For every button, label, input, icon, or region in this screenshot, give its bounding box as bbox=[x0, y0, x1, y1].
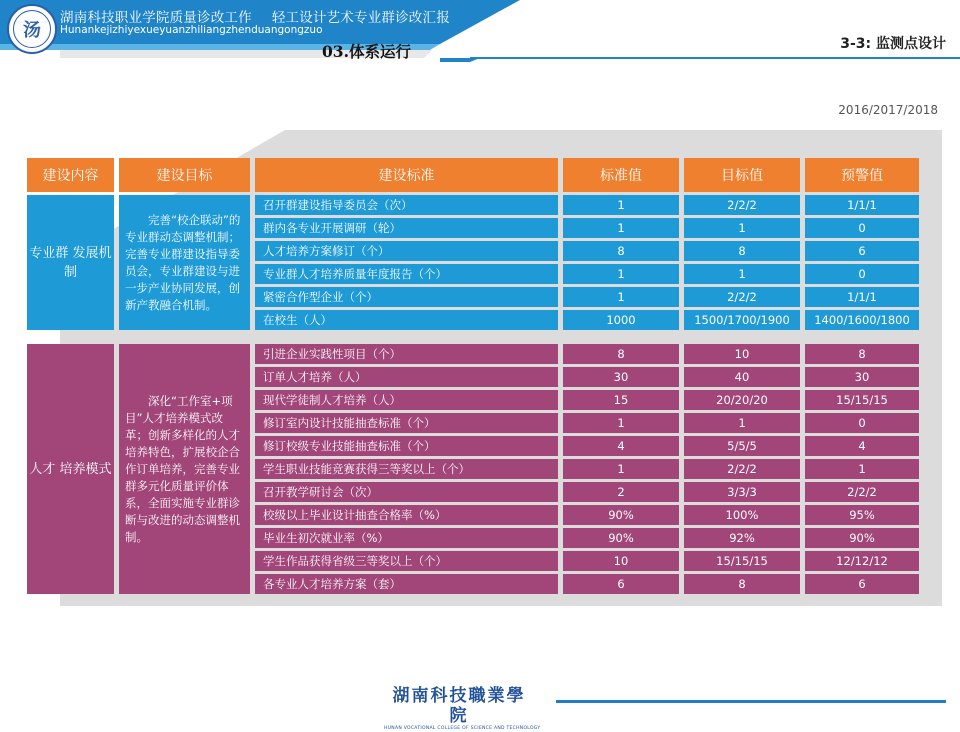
footer-school-name-en: HUNAN VOCATIONAL COLLEGE OF SCIENCE AND TECHNOLOGY bbox=[384, 726, 541, 731]
target-value-cell: 40 bbox=[684, 367, 800, 387]
footer-bar bbox=[556, 700, 946, 703]
target-value-cell: 92% bbox=[684, 528, 800, 548]
target-value-cell: 10 bbox=[684, 344, 800, 364]
standard-cell: 订单人才培养（人） bbox=[255, 367, 558, 387]
section-title: 03.体系运行 bbox=[322, 42, 411, 61]
table-body bbox=[27, 195, 919, 594]
base-value-cell: 10 bbox=[563, 551, 679, 571]
target-value-cell: 2/2/2 bbox=[684, 195, 800, 215]
warning-value-cell: 90% bbox=[805, 528, 919, 548]
base-value-cell: 1 bbox=[563, 287, 679, 307]
standard-cell: 人才培养方案修订（个） bbox=[255, 241, 558, 261]
target-value-cell: 1 bbox=[684, 413, 800, 433]
base-value-cell: 90% bbox=[563, 505, 679, 525]
header-pinyin: Hunankejizhiyexueyuanzhiliangzhenduangongzuo bbox=[60, 24, 323, 36]
table-row bbox=[27, 344, 919, 364]
table-row bbox=[27, 195, 919, 215]
standard-cell: 紧密合作型企业（个） bbox=[255, 287, 558, 307]
base-value-cell: 8 bbox=[563, 241, 679, 261]
standard-cell: 各专业人才培养方案（套） bbox=[255, 574, 558, 594]
standard-cell: 修订室内设计技能抽查标准（个） bbox=[255, 413, 558, 433]
header-cell-base-value: 标准值 bbox=[563, 158, 679, 192]
base-value-cell: 4 bbox=[563, 436, 679, 456]
warning-value-cell: 0 bbox=[805, 413, 919, 433]
base-value-cell: 6 bbox=[563, 574, 679, 594]
target-value-cell: 2/2/2 bbox=[684, 287, 800, 307]
warning-value-cell: 12/12/12 bbox=[805, 551, 919, 571]
standard-cell: 校级以上毕业设计抽查合格率（%） bbox=[255, 505, 558, 525]
standard-cell: 召开群建设指导委员会（次） bbox=[255, 195, 558, 215]
warning-value-cell: 4 bbox=[805, 436, 919, 456]
warning-value-cell: 15/15/15 bbox=[805, 390, 919, 410]
standard-cell: 修订校级专业技能抽查标准（个） bbox=[255, 436, 558, 456]
warning-value-cell: 6 bbox=[805, 574, 919, 594]
warning-value-cell: 1400/1600/1800 bbox=[805, 310, 919, 330]
footer-school-name: 湖南科技職業學院 bbox=[392, 686, 526, 726]
warning-value-cell: 8 bbox=[805, 344, 919, 364]
footer-logo bbox=[384, 686, 541, 731]
warning-value-cell: 1/1/1 bbox=[805, 287, 919, 307]
header-title-left: 湖南科技职业学院质量诊改工作 bbox=[60, 10, 252, 26]
target-value-cell: 20/20/20 bbox=[684, 390, 800, 410]
logo-emblem-icon: 汤 bbox=[13, 10, 51, 48]
header-title-right: 轻工设计艺术专业群诊改汇报 bbox=[271, 10, 450, 26]
target-value-cell: 8 bbox=[684, 241, 800, 261]
warning-value-cell: 0 bbox=[805, 264, 919, 284]
header-cell-warning-value: 预警值 bbox=[805, 158, 919, 192]
standard-cell: 专业群人才培养质量年度报告（个） bbox=[255, 264, 558, 284]
standard-cell: 学生职业技能竞赛获得三等奖以上（个） bbox=[255, 459, 558, 479]
school-logo bbox=[7, 4, 57, 54]
base-value-cell: 15 bbox=[563, 390, 679, 410]
goal-cell: 完善“校企联动”的专业群动态调整机制；完善专业群建设指导委员会，专业群建设与进一步产业协同发展，创新产教融合机制。 bbox=[119, 195, 250, 330]
base-value-cell: 1 bbox=[563, 413, 679, 433]
standard-cell: 学生作品获得省级三等奖以上（个） bbox=[255, 551, 558, 571]
target-value-cell: 1 bbox=[684, 264, 800, 284]
category-cell: 专业群 发展机制 bbox=[27, 195, 114, 330]
header-cell-goal: 建设目标 bbox=[119, 158, 250, 192]
standard-cell: 现代学徒制人才培养（人） bbox=[255, 390, 558, 410]
standard-cell: 毕业生初次就业率（%） bbox=[255, 528, 558, 548]
base-value-cell: 90% bbox=[563, 528, 679, 548]
warning-value-cell: 0 bbox=[805, 218, 919, 238]
category-cell: 人才 培养模式 bbox=[27, 344, 114, 594]
header-cell-target-value: 目标值 bbox=[684, 158, 800, 192]
standard-cell: 引进企业实践性项目（个） bbox=[255, 344, 558, 364]
standard-cell: 群内各专业开展调研（轮） bbox=[255, 218, 558, 238]
target-value-cell: 100% bbox=[684, 505, 800, 525]
target-value-cell: 1 bbox=[684, 218, 800, 238]
target-value-cell: 1500/1700/1900 bbox=[684, 310, 800, 330]
warning-value-cell: 1 bbox=[805, 459, 919, 479]
base-value-cell: 1 bbox=[563, 264, 679, 284]
header-cell-content: 建设内容 bbox=[27, 158, 114, 192]
goal-cell: 深化“工作室+项目”人才培养模式改革；创新多样化的人才培养特色，扩展校企合作订单培养，完善专业群多元化质量评价体系，全面实施专业群诊断与改进的动态调整机制。 bbox=[119, 344, 250, 594]
header-cell-standard: 建设标准 bbox=[255, 158, 558, 192]
standard-cell: 在校生（人） bbox=[255, 310, 558, 330]
monitoring-table bbox=[22, 155, 924, 597]
warning-value-cell: 2/2/2 bbox=[805, 482, 919, 502]
header-title bbox=[60, 6, 450, 26]
base-value-cell: 1 bbox=[563, 218, 679, 238]
group-spacer bbox=[27, 333, 919, 341]
group-spacer-cell bbox=[27, 333, 919, 341]
base-value-cell: 1 bbox=[563, 195, 679, 215]
warning-value-cell: 6 bbox=[805, 241, 919, 261]
base-value-cell: 30 bbox=[563, 367, 679, 387]
warning-value-cell: 95% bbox=[805, 505, 919, 525]
target-value-cell: 2/2/2 bbox=[684, 459, 800, 479]
target-value-cell: 8 bbox=[684, 574, 800, 594]
subsection-title: 3-3: 监测点设计 bbox=[840, 36, 946, 52]
years-label: 2016/2017/2018 bbox=[838, 103, 938, 117]
warning-value-cell: 1/1/1 bbox=[805, 195, 919, 215]
base-value-cell: 8 bbox=[563, 344, 679, 364]
base-value-cell: 1 bbox=[563, 459, 679, 479]
warning-value-cell: 30 bbox=[805, 367, 919, 387]
target-value-cell: 3/3/3 bbox=[684, 482, 800, 502]
table-header-row bbox=[27, 158, 919, 192]
standard-cell: 召开教学研讨会（次） bbox=[255, 482, 558, 502]
target-value-cell: 15/15/15 bbox=[684, 551, 800, 571]
base-value-cell: 2 bbox=[563, 482, 679, 502]
target-value-cell: 5/5/5 bbox=[684, 436, 800, 456]
base-value-cell: 1000 bbox=[563, 310, 679, 330]
